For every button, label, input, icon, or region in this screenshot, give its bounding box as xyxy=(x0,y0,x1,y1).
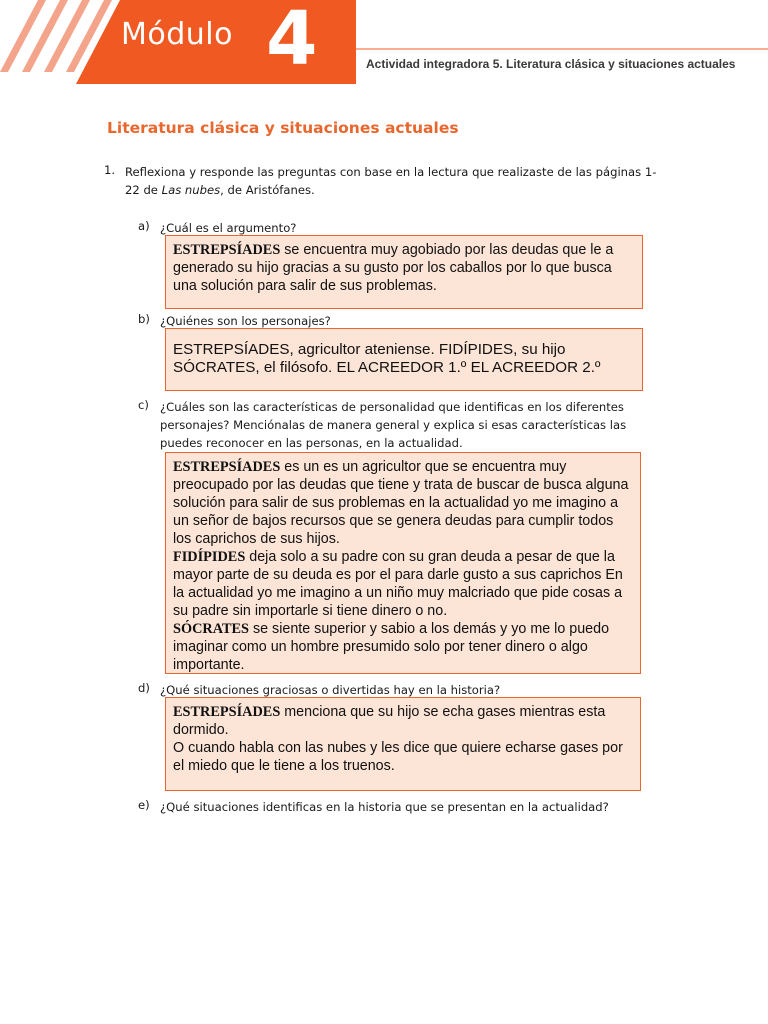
item-c-question: ¿Cuáles son las características de personalidad que identificas en los diferentes personajes? Menciónalas de manera general y explica si esas características las puedes reconocer en las personas, en la actualidad. xyxy=(160,400,627,450)
item-d-letter: d) xyxy=(138,681,150,695)
unit-label xyxy=(364,25,726,39)
answer-box-d xyxy=(165,697,641,791)
answer-text: O cuando habla con las nubes y les dice que quiere echarse gases por el miedo que le tiene a los truenos. xyxy=(173,740,623,774)
item-a-letter: a) xyxy=(138,219,150,233)
item-e-letter: e) xyxy=(138,798,150,812)
page-title: Literatura clásica y situaciones actuales xyxy=(107,119,459,137)
answer-text: se encuentra muy agobiado por las deudas que le a generado su hijo gracias a su gusto por los caballos por lo que busca una solución para salir de sus problemas. xyxy=(173,242,614,294)
answer-text: menciona que su hijo se echa gases mientras esta dormido. xyxy=(173,704,606,738)
module-label: Módulo xyxy=(121,17,233,52)
unit-prefix: Unidad III. xyxy=(364,25,419,39)
unit-title: Leer y escribir para conocer y comprender mi mundo xyxy=(422,25,727,39)
book-title: Las nubes xyxy=(161,183,221,197)
character-name: ESTREPSÍADES xyxy=(173,242,281,258)
answer-text: deja solo a su padre con su gran deuda a pesar de que la mayor parte de su deuda es por el para darle gusto a sus caprichos En la actualidad yo me imagino a un niño muy malcriado que pide cosas a su padre sin importarle si tiene dinero o no. xyxy=(173,549,623,619)
item-e-question: ¿Qué situaciones identificas en la historia que se presentan en la actualidad? xyxy=(160,800,609,814)
character-name: FIDÍPIDES xyxy=(173,549,246,565)
answer-box-a xyxy=(165,235,643,309)
module-number: 4 xyxy=(266,0,318,82)
question-text xyxy=(125,163,670,199)
item-d-question: ¿Qué situaciones graciosas o divertidas hay en la historia? xyxy=(160,683,501,697)
activity-title: Actividad integradora 5. Literatura clásica y situaciones actuales xyxy=(366,57,736,71)
answer-text: se siente superior y sabio a los demás y yo me lo puedo imaginar como un hombre presumido solo por tener dinero o algo importante. xyxy=(173,621,610,673)
character-name: ESTREPSÍADES xyxy=(173,459,281,475)
characters-line-2: SÓCRATES, el filósofo. EL ACREEDOR 1.º EL ACREEDOR 2.º xyxy=(173,359,601,376)
answer-box-b xyxy=(165,328,643,391)
characters-line-1: ESTREPSÍADES, agricultor ateniense. FIDÍPIDES, su hijo xyxy=(173,341,566,358)
item-a-question: ¿Cuál es el argumento? xyxy=(160,221,297,235)
question-number: 1. xyxy=(104,163,116,177)
week-label: Semana 3 xyxy=(364,10,416,22)
question-text-after: , de Aristófanes. xyxy=(220,183,315,197)
item-b-letter: b) xyxy=(138,312,150,326)
answer-text: es un es un agricultor que se encuentra muy preocupado por las deudas que tiene y trata de buscar de busca alguna solución para salir de sus problemas en la actualidad yo me imagino a un señor de bajos recursos que se genera deudas para cumplir todos los caprichos de sus hijos. xyxy=(173,459,629,547)
character-name: ESTREPSÍADES xyxy=(173,704,281,720)
header-divider xyxy=(356,6,357,48)
module-header xyxy=(0,0,768,84)
character-name: SÓCRATES xyxy=(173,621,250,637)
answer-box-c xyxy=(165,452,641,674)
question-text-before: Reflexiona y responde las preguntas con base en la lectura que realizaste de las páginas 1-22 de xyxy=(125,165,657,197)
item-b-question: ¿Quiénes son los personajes? xyxy=(160,314,331,328)
item-c-letter: c) xyxy=(138,398,149,412)
